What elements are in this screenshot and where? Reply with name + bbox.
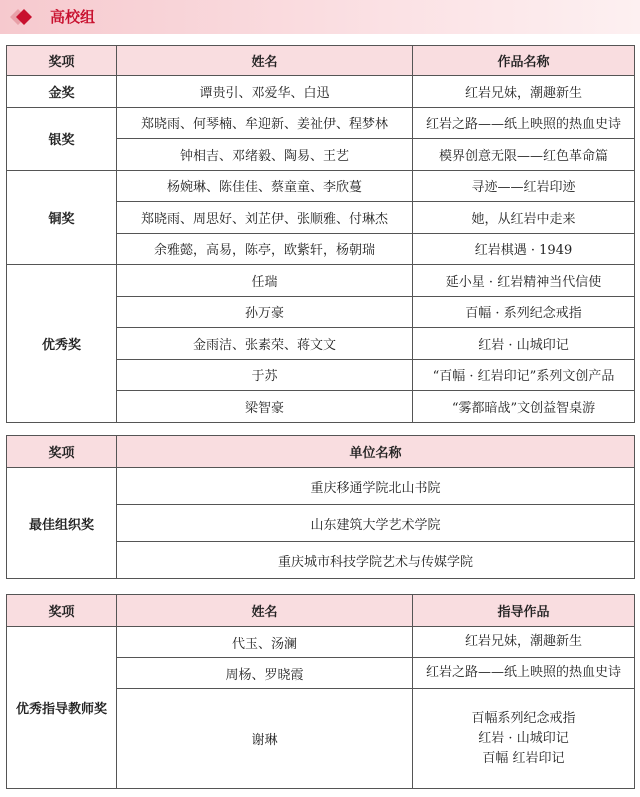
- award-cell: 最佳组织奖: [7, 468, 117, 579]
- column-header: 指导作品: [413, 595, 635, 627]
- unit-cell: 重庆城市科技学院艺术与传媒学院: [117, 542, 635, 579]
- work-cell: 她，从红岩中走来: [413, 202, 635, 234]
- work-cell: 百幅 · 系列纪念戒指: [413, 296, 635, 328]
- name-cell: 孙万豪: [117, 296, 413, 328]
- name-cell: 谢琳: [117, 689, 413, 789]
- name-cell: 于苏: [117, 359, 413, 391]
- work-cell: 红岩 · 山城印记: [413, 328, 635, 360]
- column-header: 姓名: [117, 595, 413, 627]
- name-cell: 钟相吉、邓绪毅、陶易、王艺: [117, 139, 413, 171]
- work-line: 红岩 · 山城印记: [478, 730, 569, 746]
- column-header: 单位名称: [117, 436, 635, 468]
- column-header: 奖项: [7, 595, 117, 627]
- work-cell: [413, 627, 635, 658]
- name-cell: 任瑞: [117, 265, 413, 297]
- award-cell: 优秀指导教师奖: [7, 627, 117, 789]
- name-cell: 郑晓雨、何琴楠、牟迎新、姜祉伊、程梦林: [117, 107, 413, 139]
- work-line: 百幅系列纪念戒指: [471, 710, 576, 726]
- name-cell: 杨婉琳、陈佳佳、蔡童童、李欣蔓: [117, 170, 413, 202]
- teacher-award-table: [6, 594, 635, 789]
- work-cell: [413, 689, 635, 789]
- unit-cell: 重庆移通学院北山书院: [117, 468, 635, 505]
- table-row: [7, 265, 635, 297]
- work-line: 百幅 红岩印记: [482, 750, 565, 766]
- header-row: [7, 595, 635, 627]
- name-cell: 余雅懿，高易，陈亭，欧紫轩，杨朝瑞: [117, 233, 413, 265]
- work-cell: 延小星 · 红岩精神当代信使: [413, 265, 635, 297]
- award-cell: 铜奖: [7, 170, 117, 265]
- section-header: [0, 0, 640, 34]
- award-cell: 金奖: [7, 76, 117, 108]
- awards-table: [6, 45, 635, 423]
- header-row: [7, 436, 635, 468]
- work-cell: 寻迹——红岩印迹: [413, 170, 635, 202]
- unit-cell: 山东建筑大学艺术学院: [117, 505, 635, 542]
- name-cell: 金雨洁、张素荣、蒋文文: [117, 328, 413, 360]
- column-header: 奖项: [7, 436, 117, 468]
- work-line: 红岩之路——纸上映照的热血史诗: [425, 665, 621, 680]
- table-row: [7, 627, 635, 658]
- award-cell: 银奖: [7, 107, 117, 170]
- organization-award-table: [6, 435, 635, 579]
- work-line: 红岩兄妹，潮趣新生: [464, 634, 582, 649]
- table-row: [7, 468, 635, 505]
- award-emblem-icon: [6, 4, 36, 30]
- award-cell: 优秀奖: [7, 265, 117, 423]
- work-cell: “百幅 · 红岩印记”系列文创产品: [413, 359, 635, 391]
- work-cell: 红岩棋遇 · 1949: [413, 233, 635, 265]
- name-cell: 谭贵引、邓爱华、白迅: [117, 76, 413, 108]
- section-title: 高校组: [50, 8, 96, 26]
- name-cell: 梁智豪: [117, 391, 413, 423]
- name-cell: 代玉、汤澜: [117, 627, 413, 658]
- work-cell: 模界创意无限——红色革命篇: [413, 139, 635, 171]
- work-cell: [413, 658, 635, 689]
- column-header: 姓名: [117, 46, 413, 76]
- work-cell: 红岩兄妹，潮趣新生: [413, 76, 635, 108]
- column-header: 作品名称: [413, 46, 635, 76]
- table-row: [7, 76, 635, 108]
- name-cell: 周杨、罗晓霞: [117, 658, 413, 689]
- column-header: 奖项: [7, 46, 117, 76]
- header-row: [7, 46, 635, 76]
- name-cell: 郑晓雨、周思好、刘芷伊、张顺雅、付琳杰: [117, 202, 413, 234]
- work-cell: “雾都暗战”文创益智桌游: [413, 391, 635, 423]
- table-row: [7, 107, 635, 139]
- work-cell: 红岩之路——纸上映照的热血史诗: [413, 107, 635, 139]
- table-row: [7, 170, 635, 202]
